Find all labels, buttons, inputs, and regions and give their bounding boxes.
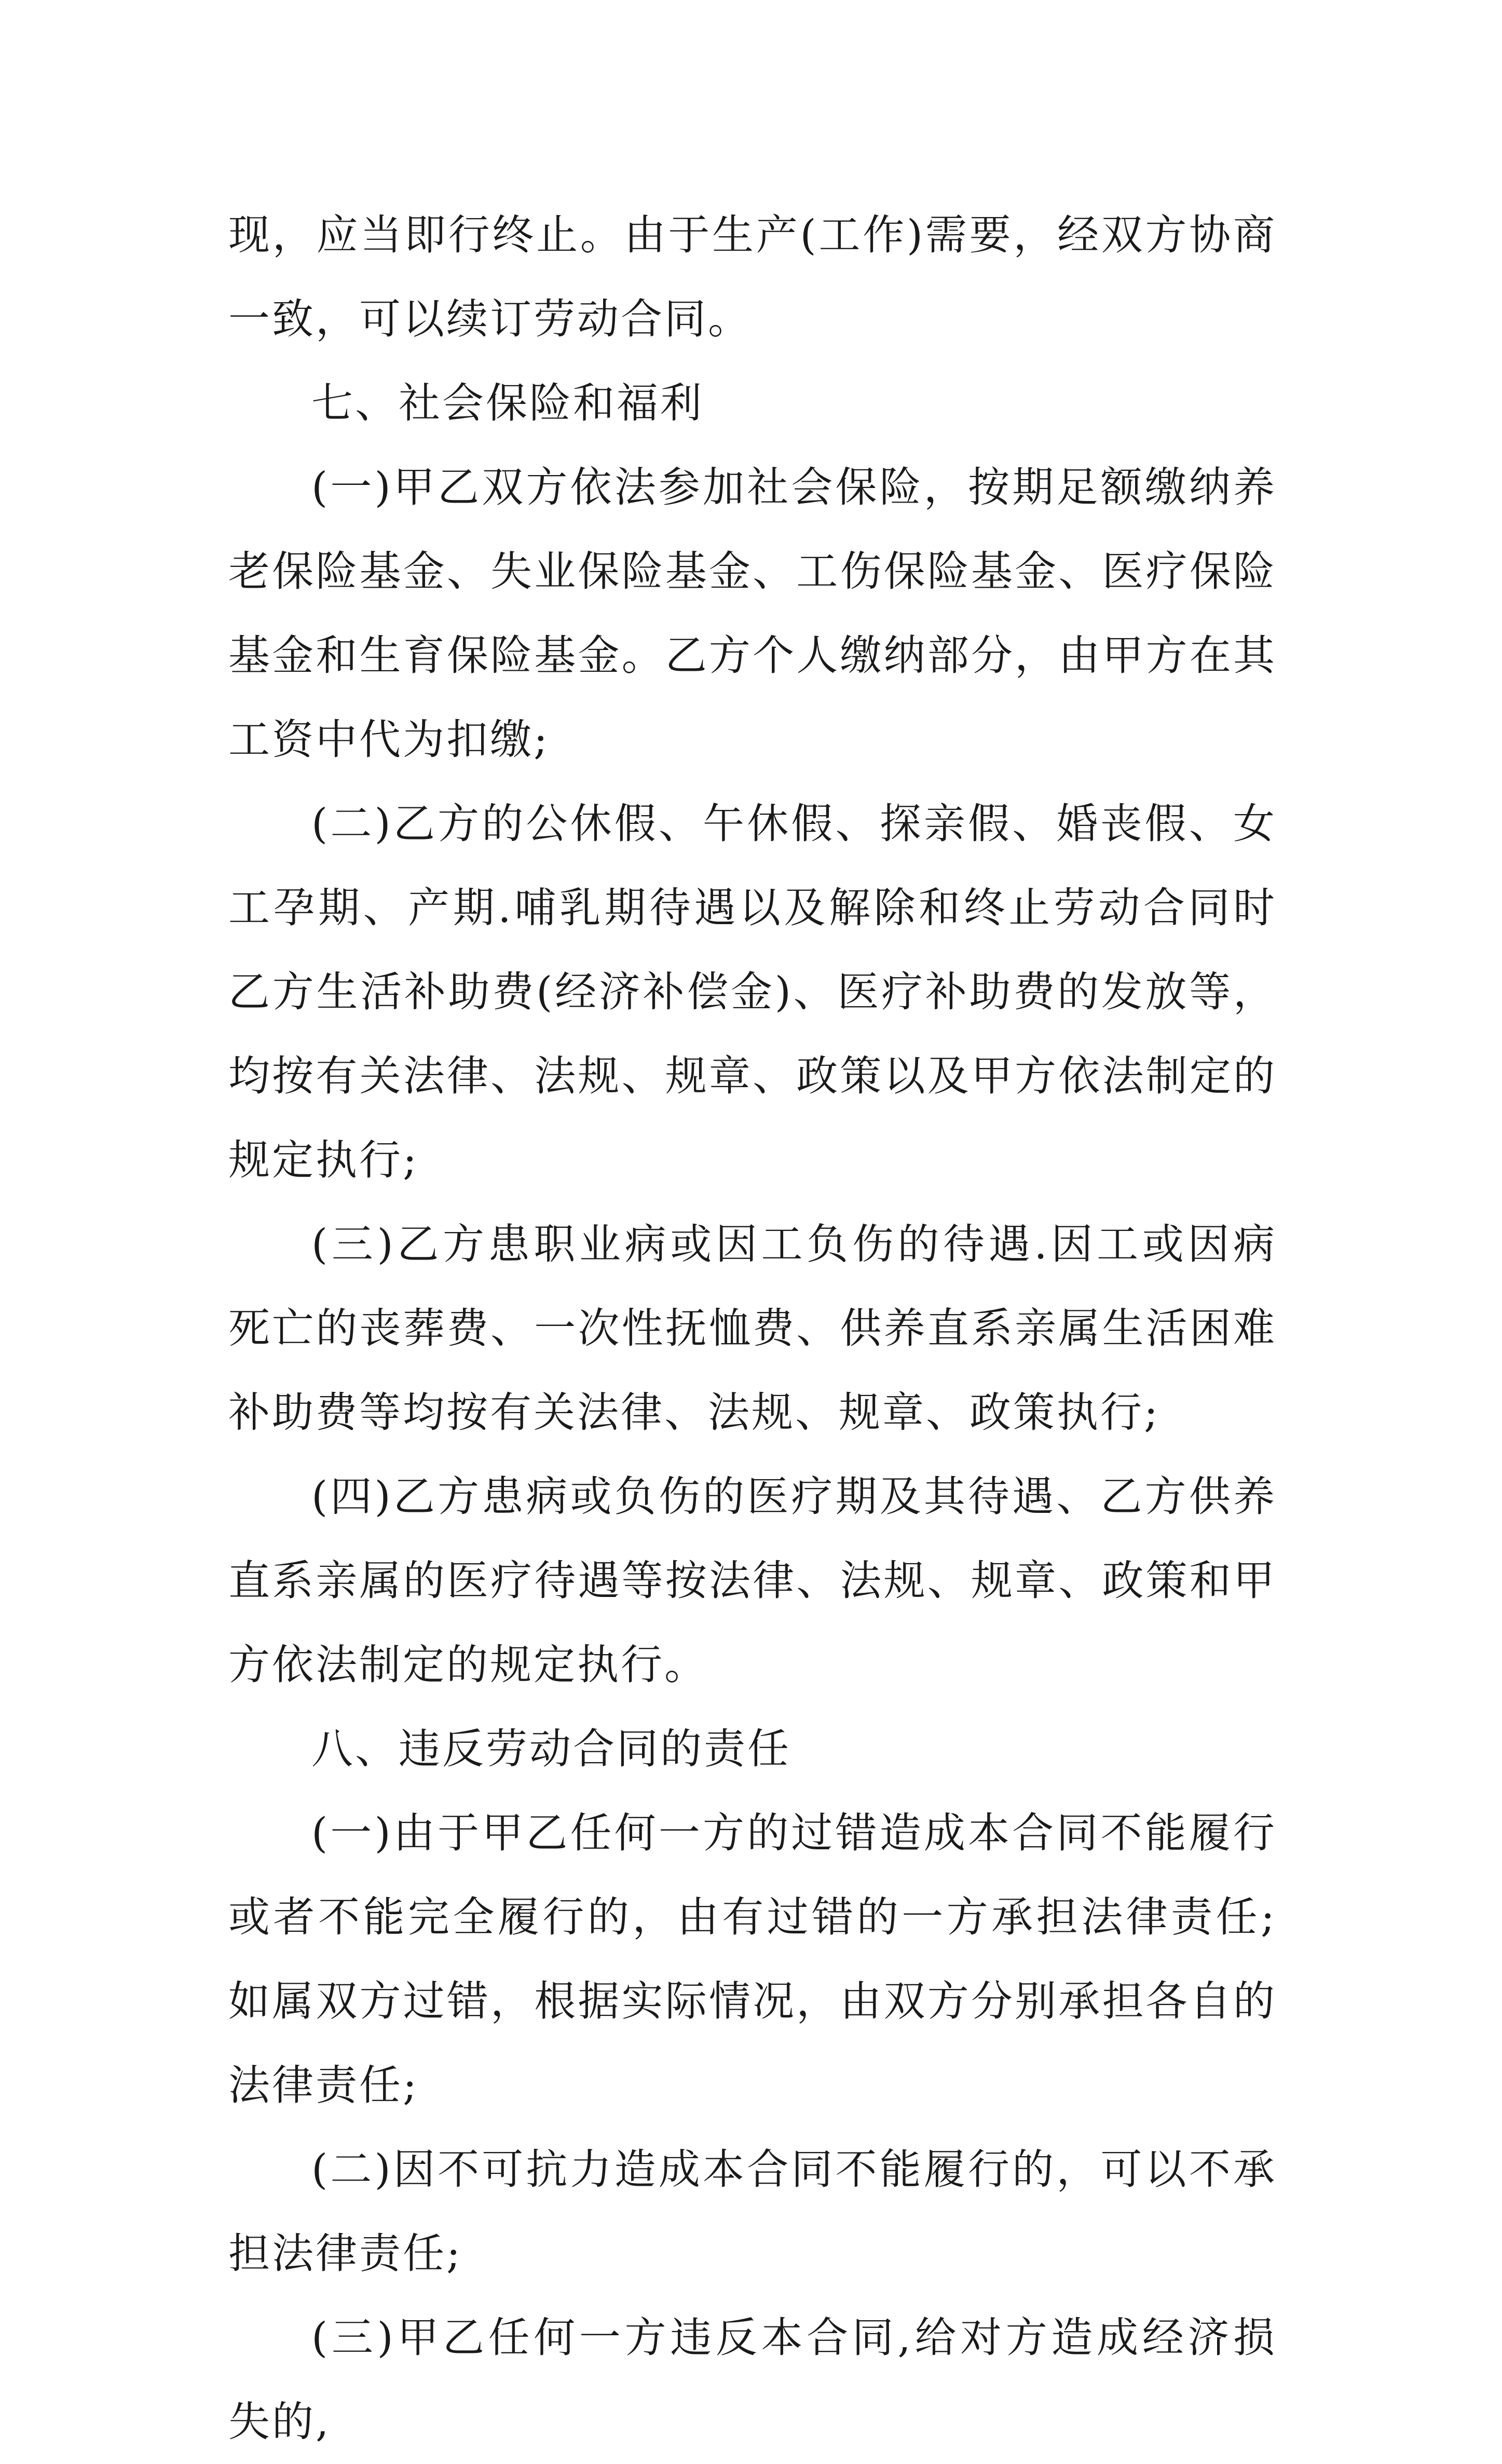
contract-body (228, 193, 1277, 2464)
paragraph-liability-2: (二)因不可抗力造成本合同不能履行的，可以不承担法律责任; (228, 2145, 1277, 2278)
paragraph-liability-3: (三)甲乙任何一方违反本合同,给对方造成经济损失的, (228, 2313, 1277, 2446)
paragraph-insurance-1: (一)甲乙双方依法参加社会保险，按期足额缴纳养老保险基金、失业保险基金、工伤保险基金、医疗保险基金和生育保险基金。乙方个人缴纳部分，由甲方在其工资中代为扣缴; (228, 463, 1277, 764)
paragraph-continuation: 现，应当即行终止。由于生产(工作)需要，经双方协商一致，可以续订劳动合同。 (228, 211, 1277, 343)
section-heading-social-insurance: 七、社会保险和福利 (311, 379, 704, 427)
paragraph-liability-1: (一)由于甲乙任何一方的过错造成本合同不能履行或者不能完全履行的，由有过错的一方承担法律责任;如属双方过错，根据实际情况，由双方分别承担各自的法律责任; (228, 1809, 1277, 2109)
paragraph-insurance-3: (三)乙方患职业病或因工负伤的待遇.因工或因病死亡的丧葬费、一次性抚恤费、供养直系亲属生活困难补助费等均按有关法律、法规、规章、政策执行; (228, 1220, 1277, 1437)
paragraph-insurance-2: (二)乙方的公休假、午休假、探亲假、婚丧假、女工孕期、产期.哺乳期待遇以及解除和终止劳动合同时乙方生活补助费(经济补偿金)、医疗补助费的发放等，均按有关法律、法规、规章、政策以及甲方依法制定的规定执行; (228, 800, 1277, 1184)
section-heading-liability: 八、违反劳动合同的责任 (311, 1725, 791, 1773)
paragraph-insurance-4: (四)乙方患病或负伤的医疗期及其待遇、乙方供养直系亲属的医疗待遇等按法律、法规、规章、政策和甲方依法制定的规定执行。 (228, 1472, 1277, 1689)
